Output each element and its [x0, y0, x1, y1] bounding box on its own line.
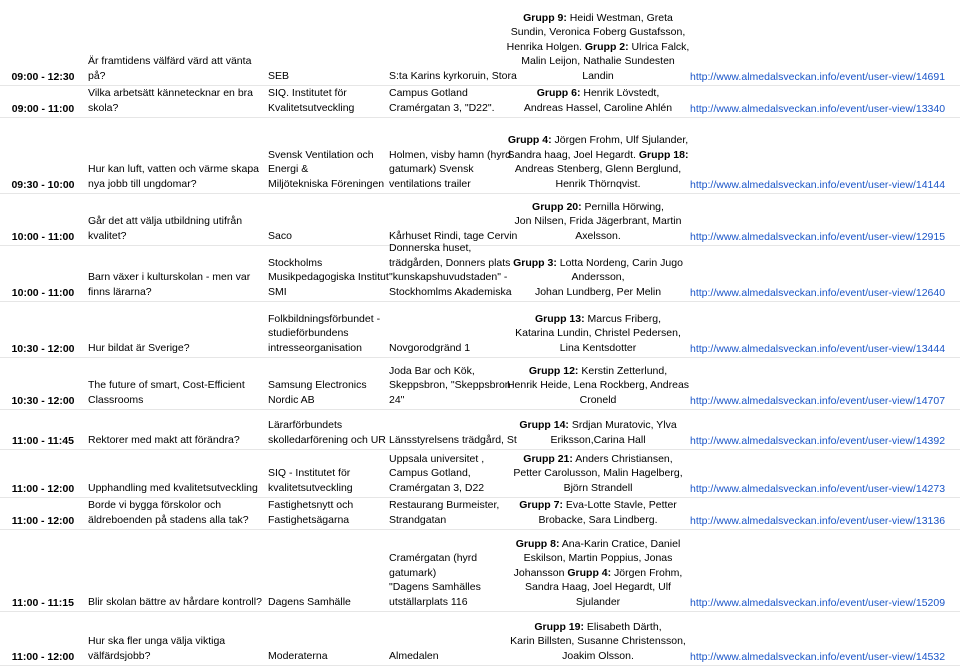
- event-time-text: 09:30 - 10:00: [11, 179, 75, 191]
- event-place-line: Donnerska huset,: [389, 242, 472, 254]
- event-title-line: Borde vi bygga förskolor och: [88, 499, 222, 511]
- event-title-line: på?: [88, 69, 106, 82]
- event-time-text: 11:00 - 11:45: [12, 435, 74, 447]
- event-title-line: Rektorer med makt att förändra?: [88, 433, 240, 446]
- event-time: [0, 530, 86, 611]
- event-organizer: [268, 118, 386, 193]
- event-title-line: Blir skolan bättre av hårdare kontroll?: [88, 595, 262, 608]
- event-place-line: Kårhuset Rindi, tage Cervin: [389, 229, 518, 242]
- event-groups-line: Jon Nilsen, Frida Jägerbrant, Martin: [514, 215, 682, 227]
- event-groups-line: Sandra Haag, Joel Hegardt, Ulf: [525, 581, 671, 593]
- event-place-line: Holmen, visby hamn (hyrd: [389, 148, 511, 161]
- event-place-line: Länsstyrelsens trädgård, St: [389, 433, 517, 446]
- event-groups-line: Eriksson,Carina Hall: [550, 433, 646, 446]
- event-organizer: [268, 498, 386, 529]
- event-title-line: nya jobb till ungdomar?: [88, 177, 197, 190]
- event-row: [0, 530, 960, 612]
- event-row: [0, 302, 960, 358]
- event-title: [88, 498, 264, 529]
- event-organizer-line: Lärarförbundets: [268, 419, 343, 431]
- event-url: [690, 0, 960, 85]
- event-groups-line: Malin Leijon, Nathalie Sundesten: [521, 55, 675, 67]
- event-place-line: utställarplats 116: [389, 595, 468, 608]
- event-title-line: Går det att välja utbildning utifrån: [88, 215, 243, 227]
- event-organizer-line: Kvalitetsutveckling: [268, 101, 355, 114]
- event-place: [389, 410, 517, 449]
- event-place-line: Skeppsbron, "Skeppsbron: [389, 379, 511, 391]
- event-place-line: trädgården, Donners plats: [389, 256, 511, 269]
- event-organizer-line: intresseorganisation: [268, 341, 362, 354]
- event-place-line: Uppsala universitet ,: [389, 452, 485, 465]
- event-place: [389, 86, 503, 117]
- event-link[interactable]: http://www.almedalsveckan.info/event/user-view/14392: [690, 435, 946, 447]
- event-organizer: [268, 302, 386, 357]
- event-title: [88, 410, 264, 449]
- event-url: [690, 612, 960, 665]
- event-organizer-line: SEB: [268, 69, 290, 82]
- event-url: [690, 246, 960, 301]
- event-organizer-line: Saco: [268, 229, 292, 242]
- event-groups: [508, 530, 688, 611]
- event-row: [0, 242, 960, 302]
- event-groups-line: Brobacke, Sara Lindberg.: [538, 513, 658, 526]
- event-link[interactable]: http://www.almedalsveckan.info/event/user-view/14707: [690, 395, 946, 407]
- event-organizer-line: Samsung Electronics: [268, 379, 367, 391]
- event-groups: [508, 358, 688, 409]
- event-groups: [508, 498, 688, 529]
- event-time: [0, 302, 86, 357]
- event-groups-line: Grupp 19: Elisabeth Därth,: [534, 620, 662, 633]
- event-groups-line: Henrik Thörnqvist.: [555, 177, 641, 190]
- event-organizer-line: SIQ - Institutet för: [268, 467, 351, 479]
- event-groups-line: Sundin, Veronica Foberg Gustafsson,: [510, 26, 686, 38]
- event-organizer-line: Energi &: [268, 163, 309, 175]
- event-url: [690, 410, 960, 449]
- event-groups-line: Grupp 3: Lotta Nordeng, Carin Jugo: [513, 256, 683, 269]
- event-time-text: 10:00 - 11:00: [11, 231, 75, 243]
- event-groups-line: Grupp 4: Jörgen Frohm, Ulf Sjulander,: [507, 134, 689, 146]
- event-time-text: 09:00 - 11:00: [11, 103, 75, 115]
- event-title-line: Hur bildat är Sverige?: [88, 341, 190, 354]
- event-groups-line: Katarina Lundin, Christel Pedersen,: [515, 327, 681, 339]
- event-organizer-line: Nordic AB: [268, 393, 315, 406]
- event-title: [88, 0, 264, 85]
- event-place-line: Strandgatan: [389, 513, 447, 526]
- event-groups: [508, 0, 688, 85]
- event-groups: [508, 612, 688, 665]
- event-organizer-line: Musikpedagogiska Institut: [268, 271, 389, 283]
- event-groups-line: Karin Billsten, Susanne Christensson,: [510, 635, 686, 647]
- event-place-line: Cramérgatan (hyrd: [389, 552, 478, 564]
- event-title-line: skola?: [88, 101, 119, 114]
- event-groups: [508, 118, 688, 193]
- event-organizer-line: Dagens Samhälle: [268, 595, 351, 608]
- event-title-line: välfärdsjobb?: [88, 649, 151, 662]
- event-title-line: Hur ska fler unga välja viktiga: [88, 635, 226, 647]
- event-title: [88, 246, 264, 301]
- event-row: [0, 410, 960, 450]
- event-title: [88, 194, 264, 245]
- event-place: [389, 302, 503, 357]
- event-place-line: Joda Bar och Kök,: [389, 364, 475, 377]
- event-title-line: kvalitet?: [88, 229, 127, 242]
- event-title: [88, 86, 264, 117]
- event-time-text: 10:30 - 12:00: [11, 343, 75, 355]
- event-groups-line: Lina Kentsdotter: [559, 341, 637, 354]
- event-groups-line: Grupp 7: Eva-Lotte Stavle, Petter: [519, 499, 677, 511]
- event-groups-line: Grupp 13: Marcus Friberg,: [534, 312, 662, 325]
- event-groups-line: Henrik Heide, Lena Rockberg, Andreas: [506, 379, 690, 391]
- event-title-line: finns lärarna?: [88, 285, 152, 298]
- event-organizer-line: Folkbildningsförbundet -: [268, 312, 381, 325]
- event-place-line: Campus Gotland: [389, 87, 468, 99]
- event-groups-line: Grupp 9: Heidi Westman, Greta: [523, 11, 673, 24]
- event-groups: [508, 246, 688, 301]
- event-organizer: [268, 612, 386, 665]
- event-groups: [508, 450, 688, 497]
- event-groups-line: Grupp 21: Anders Christiansen,: [523, 452, 673, 465]
- event-place-line: "Dagens Samhälles: [389, 581, 481, 593]
- event-time-text: 10:00 - 11:00: [11, 287, 75, 299]
- event-groups-line: Eskilson, Martin Poppius, Jonas: [523, 552, 673, 564]
- event-place-line: ventilations trailer: [389, 177, 471, 190]
- event-place: [389, 242, 512, 301]
- event-organizer: [268, 86, 386, 117]
- event-time: [0, 246, 86, 301]
- event-groups-line: Andreas Hassel, Caroline Ahlén: [523, 101, 673, 114]
- event-groups: [508, 86, 688, 117]
- event-title-line: äldreboenden på stadens alla tak?: [88, 513, 249, 526]
- event-place: [389, 0, 517, 85]
- event-organizer-line: SIQ. Institutet för: [268, 87, 347, 99]
- event-groups-line: Grupp 20: Pernilla Hörwing,: [532, 200, 664, 213]
- event-organizer: [268, 0, 386, 85]
- event-time: [0, 86, 86, 117]
- event-organizer-line: Miljötekniska Föreningen: [268, 177, 385, 190]
- event-groups-line: Sjulander: [575, 595, 621, 608]
- event-link[interactable]: http://www.almedalsveckan.info/event/user-view/13340: [690, 103, 946, 115]
- event-url: [690, 86, 960, 117]
- event-row: [0, 118, 960, 194]
- event-place-line: Novgorodgränd 1: [389, 341, 471, 354]
- event-organizer-line: Fastighetsnytt och: [268, 499, 354, 511]
- event-row: [0, 498, 960, 530]
- event-place-line: Cramérgatan 3, D22: [389, 481, 485, 494]
- event-time: [0, 0, 86, 85]
- event-title-line: Är framtidens välfärd värd att vänta: [88, 55, 252, 67]
- event-organizer-line: kvalitetsutveckling: [268, 481, 353, 494]
- event-title: [88, 450, 264, 497]
- event-place-line: gatumark) Svensk: [389, 163, 474, 175]
- event-time-text: 11:00 - 12:00: [11, 651, 75, 663]
- event-place-line: Restaurang Burmeister,: [389, 499, 500, 511]
- event-row: [0, 86, 960, 118]
- event-link[interactable]: http://www.almedalsveckan.info/event/user-view/14532: [690, 651, 946, 663]
- event-title-line: Classrooms: [88, 393, 144, 406]
- event-groups-line: Landin: [582, 69, 614, 82]
- event-link[interactable]: http://www.almedalsveckan.info/event/user-view/14144: [690, 179, 946, 191]
- event-url: [690, 118, 960, 193]
- event-place-line: 24": [389, 393, 405, 406]
- event-url: [690, 498, 960, 529]
- event-organizer-line: Svensk Ventilation och: [268, 148, 374, 161]
- event-url: [690, 530, 960, 611]
- event-url: [690, 450, 960, 497]
- event-groups-line: Andersson,: [571, 271, 625, 283]
- event-groups-line: Grupp 8: Ana-Karin Cratice, Daniel: [515, 537, 681, 550]
- event-groups-line: Grupp 12: Kerstin Zetterlund,: [528, 364, 668, 377]
- event-groups-line: Axelsson.: [575, 229, 621, 242]
- event-groups: [508, 302, 688, 357]
- event-title: [88, 302, 264, 357]
- event-organizer-line: SMI: [268, 285, 287, 298]
- event-row: [0, 612, 960, 666]
- event-organizer-line: Stockholms: [268, 256, 323, 269]
- event-time: [0, 498, 86, 529]
- event-row: [0, 358, 960, 410]
- event-place: [389, 498, 503, 529]
- event-time: [0, 410, 86, 449]
- event-place-line: S:ta Karins kyrkoruin, Stora: [389, 69, 517, 82]
- event-time: [0, 358, 86, 409]
- event-time-text: 11:00 - 12:00: [11, 515, 75, 527]
- event-place: [389, 450, 503, 497]
- event-link[interactable]: http://www.almedalsveckan.info/event/user-view/13136: [690, 515, 946, 527]
- event-link[interactable]: http://www.almedalsveckan.info/event/user-view/12640: [690, 287, 946, 299]
- event-place: [389, 358, 511, 409]
- event-place-line: gatumark): [389, 566, 437, 579]
- event-place-line: Almedalen: [389, 649, 439, 662]
- event-title-line: Vilka arbetsätt kännetecknar en bra: [88, 87, 253, 99]
- event-link[interactable]: http://www.almedalsveckan.info/event/user-view/15209: [690, 597, 946, 609]
- event-time-text: 11:00 - 12:00: [11, 483, 75, 495]
- event-time-text: 11:00 - 11:15: [12, 597, 74, 609]
- event-time-text: 10:30 - 12:00: [11, 395, 75, 407]
- event-time: [0, 450, 86, 497]
- event-time: [0, 194, 86, 245]
- event-time: [0, 612, 86, 665]
- event-organizer-line: Fastighetsägarna: [268, 513, 350, 526]
- event-title: [88, 118, 264, 193]
- event-place: [389, 194, 518, 245]
- event-link[interactable]: http://www.almedalsveckan.info/event/user-view/13444: [690, 343, 946, 355]
- event-title: [88, 530, 264, 611]
- event-organizer: [268, 194, 386, 245]
- event-time: [0, 118, 86, 193]
- event-organizer: [268, 530, 386, 611]
- event-title-line: Hur kan luft, vatten och värme skapa: [88, 163, 259, 175]
- event-time-text: 09:00 - 12:30: [11, 71, 75, 83]
- event-groups-line: Croneld: [579, 393, 617, 406]
- event-title: [88, 358, 264, 409]
- event-title: [88, 612, 264, 665]
- event-row: [0, 194, 960, 246]
- event-organizer: [268, 246, 389, 301]
- event-title-line: Upphandling med kvalitetsutveckling: [88, 481, 258, 494]
- event-link[interactable]: http://www.almedalsveckan.info/event/user-view/14273: [690, 483, 946, 495]
- event-row: [0, 450, 960, 498]
- event-groups-line: Sandra haag, Joel Hegardt. Grupp 18:: [507, 148, 689, 161]
- event-url: [690, 358, 960, 409]
- event-place-line: "kunskapshuvudstaden" -: [389, 271, 508, 283]
- event-place-line: Campus Gotland,: [389, 467, 471, 479]
- event-place: [389, 530, 503, 611]
- event-title-line: The future of smart, Cost-Efficient: [88, 379, 245, 391]
- event-organizer: [268, 410, 386, 449]
- event-place-line: Cramérgatan 3, "D22".: [389, 101, 495, 114]
- event-row: [0, 0, 960, 86]
- event-url: [690, 302, 960, 357]
- event-groups-line: Henrika Holgen. Grupp 2: Ulrica Falck,: [506, 40, 690, 53]
- event-place: [389, 118, 511, 193]
- event-url: [690, 194, 960, 245]
- event-groups-line: Petter Carolusson, Malin Hagelberg,: [513, 467, 683, 479]
- event-organizer-line: Moderaterna: [268, 649, 328, 662]
- event-organizer: [268, 450, 386, 497]
- event-organizer-line: studieförbundens: [268, 327, 349, 339]
- event-title-line: Barn växer i kulturskolan - men var: [88, 271, 251, 283]
- event-groups-line: Björn Strandell: [563, 481, 633, 494]
- event-link[interactable]: http://www.almedalsveckan.info/event/user-view/12915: [690, 231, 946, 243]
- event-groups: [508, 194, 688, 245]
- event-place-line: Stockhomlms Akademiska: [389, 285, 512, 298]
- event-groups-line: Johan Lundberg, Per Melin: [534, 285, 662, 298]
- event-groups: [508, 410, 688, 449]
- event-groups-line: Andreas Stenberg, Glenn Berglund,: [514, 163, 682, 175]
- event-organizer: [268, 358, 386, 409]
- event-groups-line: Johansson Grupp 4: Jörgen Frohm,: [513, 566, 683, 579]
- event-groups-line: Grupp 14: Srdjan Muratovic, Ylva: [519, 419, 677, 431]
- event-groups-line: Joakim Olsson.: [562, 649, 634, 662]
- event-groups-line: Grupp 6: Henrik Lövstedt,: [536, 87, 660, 99]
- event-link[interactable]: http://www.almedalsveckan.info/event/user-view/14691: [690, 71, 946, 83]
- event-place: [389, 612, 503, 665]
- event-organizer-line: skolledarförening och UR: [268, 433, 386, 446]
